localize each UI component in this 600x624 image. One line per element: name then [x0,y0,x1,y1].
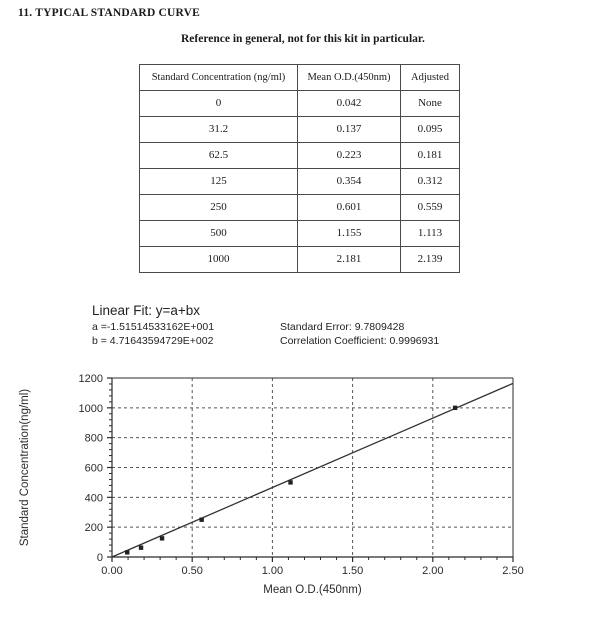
fit-row-a [92,321,405,335]
column-header-adjusted: Adjusted [401,65,460,91]
fit-coefficient-a: a =-1.51514533162E+001 [92,321,215,333]
chart-canvas [0,360,600,610]
page-title: 11. TYPICAL STANDARD CURVE [18,7,201,19]
table-row [140,195,460,221]
cell-concentration: 1000 [140,247,298,273]
column-header-mean-od: Mean O.D.(450nm) [298,65,401,91]
table-row [140,169,460,195]
table-row [140,221,460,247]
cell-adjusted: 0.095 [401,117,460,143]
fit-coefficient-b: b = 4.71643594729E+002 [92,335,214,347]
fit-correlation-coefficient: Correlation Coefficient: 0.9996931 [280,335,440,347]
data-point-marker [125,550,129,554]
x-tick-label: 2.50 [502,565,524,577]
table-row [140,143,460,169]
cell-concentration: 0 [140,91,298,117]
cell-mean-od: 0.223 [298,143,401,169]
data-point-marker [160,536,164,540]
table-row [140,91,460,117]
cell-mean-od: 0.601 [298,195,401,221]
cell-adjusted: 0.559 [401,195,460,221]
cell-adjusted: 1.113 [401,221,460,247]
cell-adjusted: 0.312 [401,169,460,195]
fit-row-b [92,335,440,349]
x-axis-label: Mean O.D.(450nm) [263,584,362,596]
linear-fit-block [92,303,440,349]
fit-line [112,383,513,557]
cell-concentration: 250 [140,195,298,221]
y-tick-label: 600 [84,462,103,475]
cell-concentration: 125 [140,169,298,195]
table-header-row [140,65,460,91]
y-tick-label: 800 [84,432,103,445]
y-tick-label: 400 [84,492,103,505]
cell-adjusted: 0.181 [401,143,460,169]
table-row [140,117,460,143]
x-tick-label: 0.50 [181,565,203,577]
y-tick-label: 1000 [78,402,103,415]
cell-mean-od: 0.354 [298,169,401,195]
y-tick-label: 0 [96,552,103,564]
cell-adjusted: 2.139 [401,247,460,273]
x-tick-label: 0.00 [101,565,123,577]
column-header-concentration: Standard Concentration (ng/ml) [140,65,298,91]
standard-curve-table [139,64,460,273]
x-tick-label: 1.50 [341,565,364,577]
cell-concentration: 500 [140,221,298,247]
x-tick-label: 2.00 [422,565,444,577]
x-tick-label: 1.00 [261,565,284,577]
table-row [140,247,460,273]
cell-mean-od: 0.137 [298,117,401,143]
y-tick-label: 200 [84,522,103,535]
data-point-marker [199,518,203,522]
cell-mean-od: 0.042 [298,91,401,117]
data-point-marker [453,406,457,410]
fit-standard-error: Standard Error: 9.7809428 [280,321,405,333]
cell-concentration: 62.5 [140,143,298,169]
cell-adjusted: None [401,91,460,117]
reference-note: Reference in general, not for this kit in particular. [181,33,425,45]
data-point-marker [288,480,292,484]
y-tick-label: 1200 [78,373,103,385]
cell-mean-od: 1.155 [298,221,401,247]
y-axis-label: Standard Concentration(ng/ml) [19,388,31,547]
standard-curve-chart [0,360,600,610]
linear-fit-title: Linear Fit: y=a+bx [92,303,201,318]
cell-concentration: 31.2 [140,117,298,143]
cell-mean-od: 2.181 [298,247,401,273]
data-point-marker [139,545,143,549]
